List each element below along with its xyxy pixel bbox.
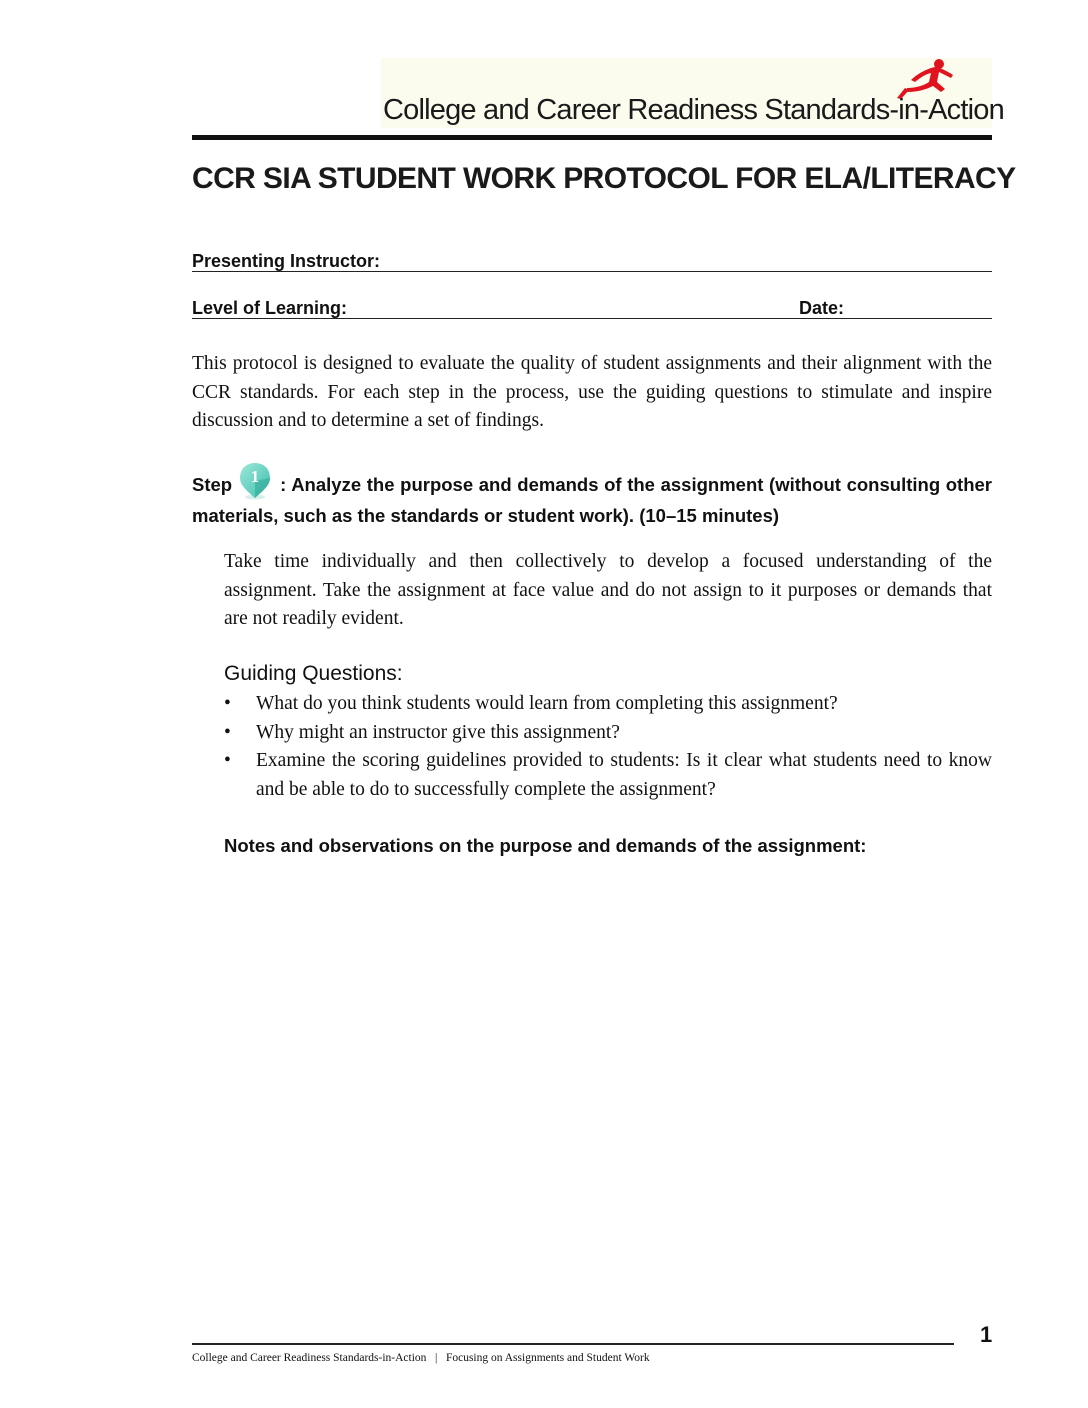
level-date-line <box>192 318 992 319</box>
intro-paragraph: This protocol is designed to evaluate the quality of student assignments and their alignment with the CCR standards. For each step in the process, use the guiding questions to stimulate and inspire discussion and to determine a set of findings. <box>192 353 992 431</box>
header-rule <box>192 135 992 140</box>
presenting-instructor-line <box>192 271 992 272</box>
list-item: • What do you think students would learn from completing this assignment? <box>224 693 838 714</box>
banner-title: College and Career Readiness Standards-in-Action <box>383 94 1004 126</box>
date-label: Date: <box>799 298 845 318</box>
guiding-questions-list <box>224 690 992 804</box>
page-number: 1 <box>980 1322 993 1347</box>
footer-text: College and Career Readiness Standards-in-Action | Focusing on Assignments and Student Work <box>192 1352 650 1364</box>
guiding-questions-heading: Guiding Questions: <box>224 662 403 685</box>
step-heading <box>192 461 992 530</box>
footer-rule <box>192 1343 954 1345</box>
presenting-instructor-label: Presenting Instructor: <box>192 251 381 271</box>
step-label: Step <box>192 474 233 495</box>
level-of-learning-label: Level of Learning: <box>192 298 348 318</box>
step-body: Take time individually and then collectively to develop a focused understanding of the assignment. Take the assignment at face value and do not assign to it purposes or demands that are not readily evident. <box>224 551 992 629</box>
svg-text:1: 1 <box>250 467 260 486</box>
step-text: : Analyze the purpose and demands of the assignment (without consulting other materials, such as the standards or student work). (10–15 minutes) <box>192 474 992 526</box>
step-number-icon <box>238 461 272 501</box>
list-item: • Examine the scoring guidelines provided to students: Is it clear what students need to know and be able to do to successfully complete the assignment? <box>224 750 992 800</box>
page-title: CCR SIA STUDENT WORK PROTOCOL FOR ELA/LITERACY <box>192 162 1016 195</box>
notes-heading: Notes and observations on the purpose and demands of the assignment: <box>224 835 867 856</box>
list-item: • Why might an instructor give this assignment? <box>224 721 620 743</box>
